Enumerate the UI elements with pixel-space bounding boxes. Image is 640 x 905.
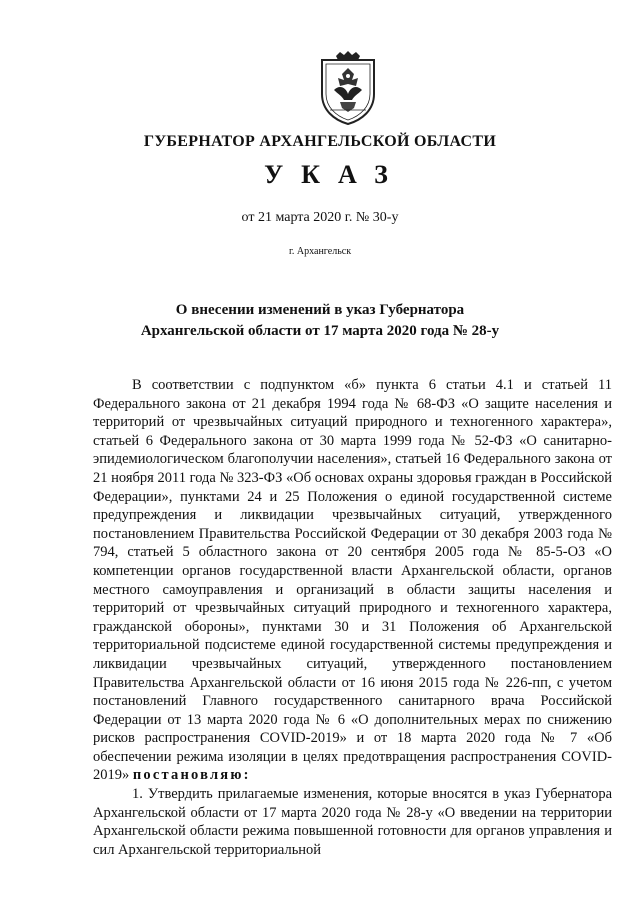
title-line-1: О внесении изменений в указ Губернатора (175, 302, 465, 318)
document-title (0, 300, 640, 342)
decree-word: постановляю: (132, 767, 251, 784)
title-line-2: Архангельской области от 17 марта 2020 года № 28-у (140, 323, 500, 339)
coat-of-arms-emblem (318, 50, 378, 126)
document-city: г. Архангельск (288, 246, 352, 257)
document-date-number: от 21 марта 2020 г. № 30-у (241, 210, 399, 225)
issuing-authority: ГУБЕРНАТОР АРХАНГЕЛЬСКОЙ ОБЛАСТИ (143, 133, 497, 150)
item-1-paragraph: 1. Утвердить прилагаемые изменения, которые вносятся в указ Губернатора Архангельской области от 17 марта 2020 года № 28-у «О введении на территории Архангельской области режима повышенной готовности для органов управления и сил Архангельской территориальной (93, 786, 612, 858)
preamble-text: В соответствии с подпунктом «б» пункта 6 статьи 4.1 и статьей 11 Федерального закона от 21 декабря 1994 года № 68-ФЗ «О защите населения и территорий от чрезвычайных ситуаций природного и техногенного характера», статьей 6 Федерального закона от 30 марта 1999 года № 52-ФЗ «О санитарно-эпидемиологическом благополучии населения», статьей 16 Федерального закона от 21 ноября 2011 года № 323-ФЗ «Об основах охраны здоровья граждан в Российской Федерации», пунктами 24 и 25 Положения о единой государственной системе предупреждения и ликвидации чрезвычайных ситуаций, утвержденного постановлением Правительства Российской Федерации от 30 декабря 2003 года № 794, статьей 5 областного закона от 20 сентября 2005 года № 85-5-ОЗ «О компетенции органов государственной власти Архангельской области, органов местного самоуправления и организаций в области защиты населения и территорий от чрезвычайных ситуаций природного и техногенного характера, гражданской обороны», пунктами 30 и 31 Положения об Архангельской территориальной подсистеме единой государственной системы предупреждения и ликвидации чрезвычайных ситуаций, утвержденного постановлением Правительства Архангельской области от 16 июня 2015 года № 226-пп, с учетом постановлений Главного государственного санитарного врача Российской Федерации от 13 марта 2020 года № 6 «О дополнительных мерах по снижению рисков распространения COVID-2019» и от 18 марта 2020 года № 7 «Об обеспечении режима изоляции в целях предотвращения распространения COVID-2019» (93, 377, 612, 784)
preamble-paragraph (93, 376, 612, 785)
document-body (93, 376, 612, 859)
document-type: УКАЗ (264, 160, 406, 189)
